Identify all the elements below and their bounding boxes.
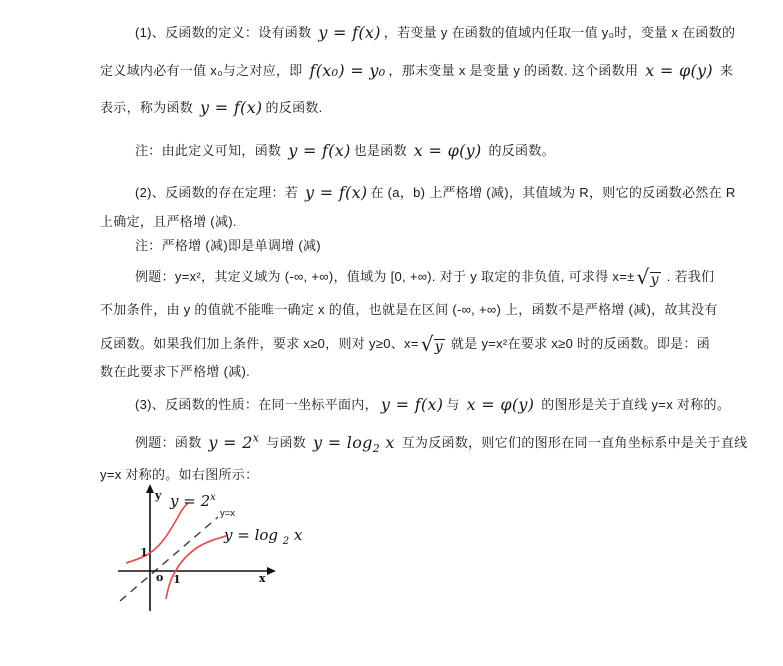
origin-label: o xyxy=(156,571,164,584)
text-line xyxy=(135,140,555,162)
x-axis-arrow-icon xyxy=(267,567,276,575)
formula: $y = 2^x$ xyxy=(208,431,260,452)
text-run: 与函数 xyxy=(262,435,310,450)
text-run: ，若变量 y 在函数的值域内任取一值 y₀时，变量 x 在函数的 xyxy=(383,25,736,40)
log-curve xyxy=(166,536,226,599)
text-run: 数在此要求下严格增 (减). xyxy=(100,364,251,379)
text-run: ，那末变量 x 是变量 y 的函数. 这个函数用 xyxy=(388,63,643,78)
formula: f(x₀) = y₀ xyxy=(309,61,386,80)
text-run: 例题：函数 xyxy=(135,435,206,450)
graph-svg xyxy=(108,483,323,621)
text-run: 上确定，且严格增 (减). xyxy=(100,214,237,229)
text-run: 定义域内必有一值 x₀与之对应，即 xyxy=(100,63,307,78)
text-run: y=x 对称的。如右图所示： xyxy=(100,467,259,482)
inverse-function-graph xyxy=(108,483,323,621)
formula: √y xyxy=(636,265,659,289)
formula: √y xyxy=(420,332,444,356)
log-curve-label: y = log $_2$ x xyxy=(224,526,303,547)
y-tick-1: 1 xyxy=(140,546,148,559)
text-run: 表示，称为函数 xyxy=(100,100,198,115)
text-run: 的反函数。 xyxy=(484,143,555,158)
text-run: (3)、反函数的性质：在同一坐标平面内， xyxy=(135,397,378,412)
formula: x = φ(y) xyxy=(645,61,713,80)
text-run: 反函数。如果我们加上条件，要求 x≥0，则对 y≥0、x= xyxy=(100,336,419,351)
formula: y = f(x) xyxy=(305,183,368,202)
formula: y = f(x) xyxy=(318,23,381,42)
text-line xyxy=(100,299,718,321)
text-line xyxy=(100,333,710,355)
text-line xyxy=(135,22,735,44)
text-line xyxy=(100,60,733,82)
text-run: 在 (a，b) 上严格增 (减)，其值域为 R，则它的反函数必然在 R xyxy=(370,185,736,200)
formula: x = φ(y) xyxy=(413,141,482,160)
formula: y = f(x) xyxy=(288,141,351,160)
text-run: 来 xyxy=(715,63,734,78)
text-run: 注：由此定义可知，函数 xyxy=(135,143,286,158)
text-line xyxy=(135,432,747,454)
text-line xyxy=(100,211,237,233)
formula: y = f(x) xyxy=(380,395,444,414)
text-run: 不加条件，由 y 的值就不能唯一确定 x 的值，也就是在区间 (-∞, +∞) 上，函数不是严格增 (减)，故其没有 xyxy=(100,302,718,317)
text-run: 也是函数 xyxy=(353,143,411,158)
text-run: (2)、反函数的存在定理：若 xyxy=(135,185,302,200)
text-line xyxy=(100,97,323,119)
text-line xyxy=(135,266,714,288)
text-run: (1)、反函数的定义：设有函数 xyxy=(135,25,316,40)
text-line xyxy=(100,361,250,383)
y-axis-arrow-icon xyxy=(146,484,154,493)
text-line xyxy=(135,394,730,416)
text-run: 就是 y=x²在要求 x≥0 时的反函数。即是：函 xyxy=(447,336,711,351)
y-axis-label: y xyxy=(155,489,162,502)
formula: x = φ(y) xyxy=(466,395,535,414)
text-run: . 若我们 xyxy=(662,269,715,284)
text-run: 与 xyxy=(446,397,464,412)
formula: $y = \log_2 x$ xyxy=(312,433,395,456)
text-run: 互为反函数，则它们的图形在同一直角坐标系中是关于直线 xyxy=(397,435,748,450)
text-run: 的图形是关于直线 y=x 对称的。 xyxy=(537,397,731,412)
text-line xyxy=(135,235,321,257)
formula: y = f(x) xyxy=(200,98,263,117)
x-tick-1: 1 xyxy=(173,573,181,586)
text-run: 的反函数. xyxy=(265,100,323,115)
text-line xyxy=(135,182,736,204)
exp-curve-label: $y = 2^x$ xyxy=(170,492,216,510)
x-axis-label: x xyxy=(259,572,266,585)
identity-line-label: y=x xyxy=(220,508,236,519)
exp-curve xyxy=(126,503,188,563)
text-run: 注：严格增 (减)即是单调增 (减) xyxy=(135,238,321,253)
text-run: 例题：y=x²，其定义域为 (-∞, +∞)，值域为 [0, +∞). 对于 y 取定的非负值, 可求得 x=± xyxy=(135,269,635,284)
